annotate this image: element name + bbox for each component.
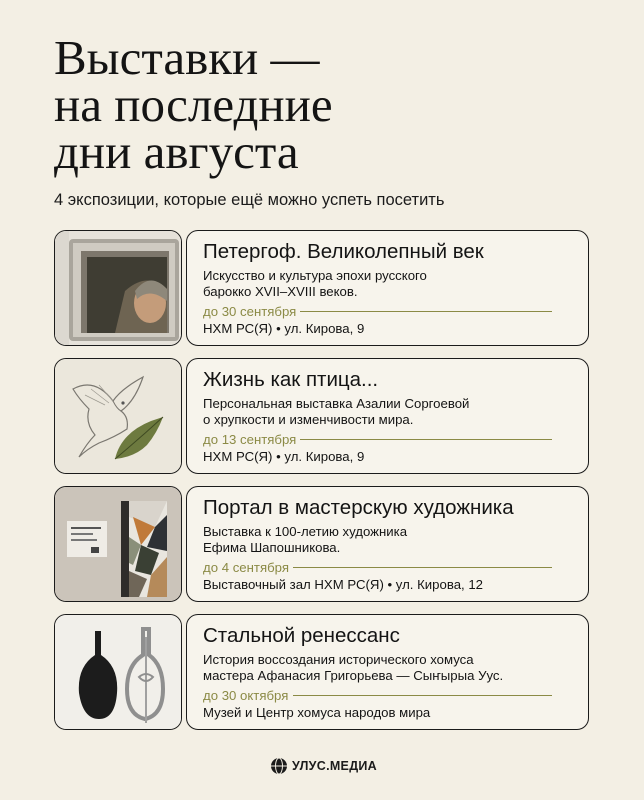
exhibition-description-line: Искусство и культура эпохи русского — [203, 268, 427, 283]
exhibition-title: Портал в мастерскую художника — [203, 496, 514, 519]
exhibition-dates-text: до 13 сентября — [203, 432, 300, 447]
exhibition-card[interactable] — [54, 614, 589, 730]
dates-divider — [293, 695, 552, 696]
exhibition-dates — [203, 303, 574, 318]
title-line-3: дни августа — [54, 124, 299, 179]
bird-sketch-thumbnail — [54, 358, 182, 474]
exhibition-place: НХМ РС(Я) • ул. Кирова, 9 — [203, 321, 365, 336]
exhibition-info — [186, 486, 589, 602]
exhibition-title: Жизнь как птица... — [203, 368, 379, 391]
abstract-canvas-thumbnail — [54, 486, 182, 602]
exhibition-description-line: о хрупкости и изменчивости мира. — [203, 412, 414, 427]
dates-divider — [293, 567, 552, 568]
exhibition-place: Выставочный зал НХМ РС(Я) • ул. Кирова, 12 — [203, 577, 484, 592]
exhibition-card[interactable] — [54, 486, 589, 602]
exhibition-card[interactable] — [54, 358, 589, 474]
exhibition-dates — [203, 431, 574, 446]
exhibition-title: Стальной ренессанс — [203, 624, 400, 647]
exhibition-description-line: барокко XVII–XVIII веков. — [203, 284, 358, 299]
exhibition-place: Музей и Центр хомуса народов мира — [203, 705, 431, 720]
exhibition-dates — [203, 687, 574, 702]
exhibition-description-line: История воссоздания исторического хомуса — [203, 652, 474, 667]
title-line-1: Выставки — — [54, 30, 320, 85]
dates-divider — [293, 439, 552, 440]
exhibition-description-line: Выставка к 100-летию художника — [203, 524, 408, 539]
brand-logo-text: УЛУС.МЕДИА — [292, 759, 378, 773]
page-subtitle: 4 экспозиции, которые ещё можно успеть посетить — [54, 191, 445, 209]
exhibition-card[interactable] — [54, 230, 589, 346]
dates-divider — [293, 311, 552, 312]
exhibition-info — [186, 230, 589, 346]
page-title — [54, 30, 333, 179]
brand-logo — [270, 756, 377, 776]
framed-portrait-thumbnail — [54, 230, 182, 346]
exhibition-dates — [203, 559, 574, 574]
exhibition-place: НХМ РС(Я) • ул. Кирова, 9 — [203, 449, 365, 464]
exhibition-dates-text: до 30 сентября — [203, 304, 300, 319]
exhibition-dates-text: до 4 сентября — [203, 560, 293, 575]
exhibition-description-line: мастера Афанасия Григорьева — Сыҥырыа Уус. — [203, 668, 504, 683]
exhibition-description-line: Персональная выставка Азалии Соргоевой — [203, 396, 470, 411]
exhibition-info — [186, 358, 589, 474]
exhibition-info — [186, 614, 589, 730]
exhibition-dates-text: до 30 октября — [203, 688, 292, 703]
globe-icon — [270, 757, 288, 775]
exhibition-title: Петергоф. Великолепный век — [203, 240, 484, 263]
khomus-thumbnail — [54, 614, 182, 730]
title-line-2: на последние — [54, 77, 333, 132]
exhibition-description-line: Ефима Шапошникова. — [203, 540, 341, 555]
